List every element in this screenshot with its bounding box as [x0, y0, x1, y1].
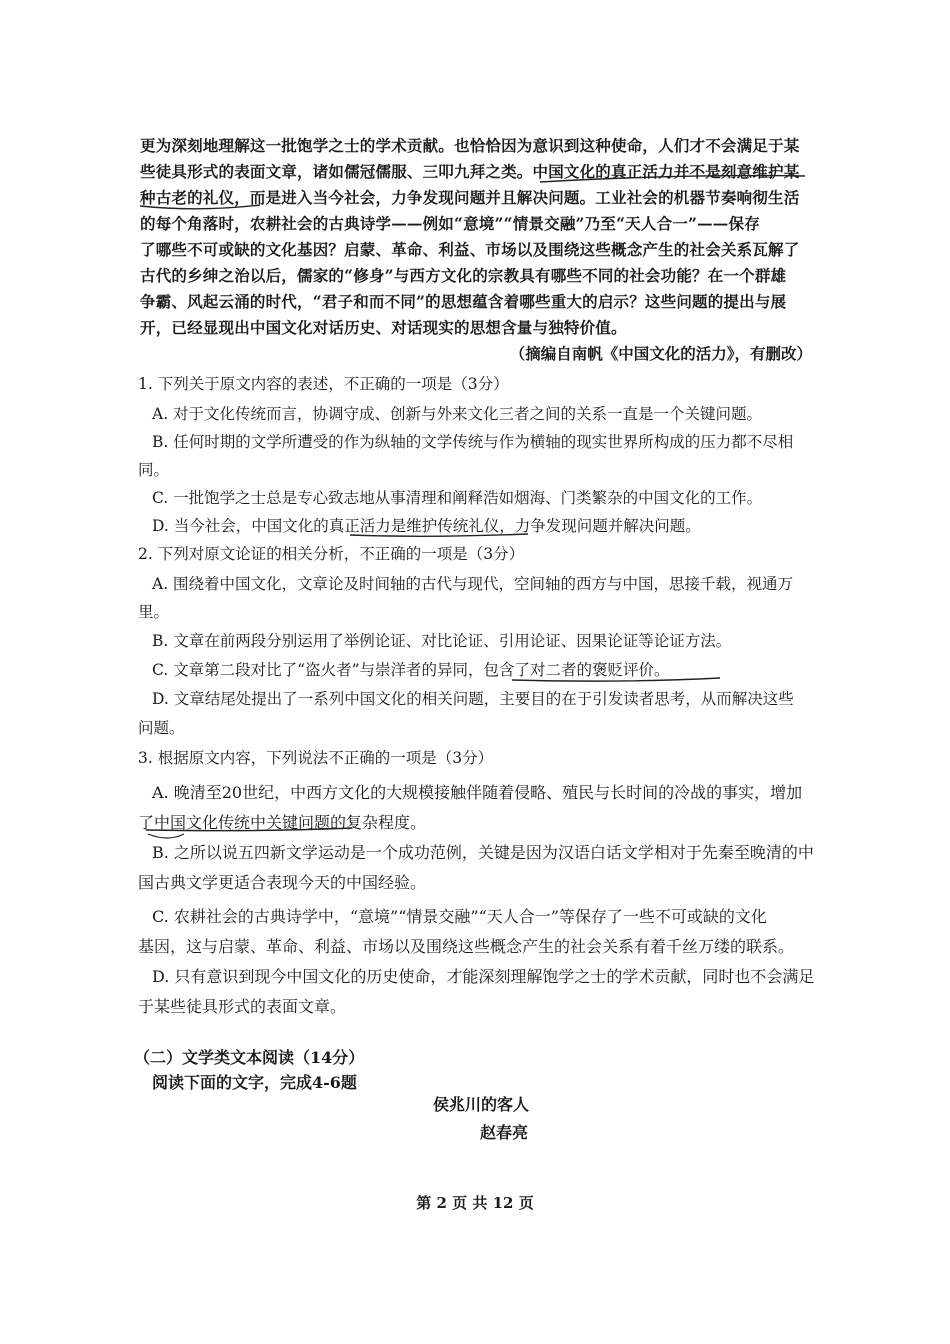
q2-option-a: A. 围绕着中国文化，文章论及时间轴的古代与现代，空间轴的西方与中国，思接千载，视通万 — [152, 575, 794, 593]
passage-line-4: 的每个角落时，农耕社会的古典诗学——例如“意境”“情景交融”乃至“天人合一”——保存 — [140, 214, 760, 233]
q1-option-a: A. 对于文化传统而言，协调守成、创新与外来文化三者之间的关系一直是一个关键问题。 — [152, 405, 763, 423]
q3-option-c: C. 农耕社会的古典诗学中，“意境”“情景交融”“天人合一”等保存了一些不可或缺的文化 — [152, 907, 767, 926]
q1-option-b-cont: 同。 — [138, 461, 170, 479]
q1-option-d: D. 当今社会，中国文化的真正活力是维护传统礼仪，力争发现问题并解决问题。 — [152, 517, 701, 535]
q2-option-b: B. 文章在前两段分别运用了举例论证、对比论证、引用论证、因果论证等论证方法。 — [152, 632, 732, 650]
passage-source: （摘编自南帆《中国文化的活力》，有删改） — [509, 344, 812, 363]
question-2-stem: 2. 下列对原文论证的相关分析，不正确的一项是（3分） — [138, 545, 525, 563]
passage-line-8: 开，已经显现出中国文化对话历史、对话现实的思想含量与独特价值。 — [140, 318, 627, 337]
q3-option-d-cont: 于某些徒具形式的表面文章。 — [138, 997, 347, 1016]
question-3-stem: 3. 根据原文内容，下列说法不正确的一项是（3分） — [138, 749, 494, 767]
q3-option-b-cont: 国古典文学更适合表现今天的中国经验。 — [138, 873, 427, 892]
q3-option-b: B. 之所以说五四新文学运动是一个成功范例，关键是因为汉语白话文学相对于先秦至晚清的中 — [152, 843, 814, 862]
passage-line-7: 争霸、风起云涌的时代，“君子和而不同”的思想蕴含着哪些重大的启示？这些问题的提出与展 — [140, 292, 787, 311]
passage-line-1: 更为深刻地理解这一批饱学之士的学术贡献。也恰恰因为意识到这种使命，人们才不会满足于某 — [140, 136, 800, 155]
section-2-heading: （二）文学类文本阅读（14分） — [134, 1048, 365, 1067]
q2-option-d: D. 文章结尾处提出了一系列中国文化的相关问题，主要目的在于引发读者思考，从而解决这些 — [152, 690, 794, 708]
story-author: 赵春亮 — [480, 1123, 529, 1142]
passage-line-5: 了哪些不可或缺的文化基因？启蒙、革命、利益、市场以及围绕这些概念产生的社会关系瓦解了 — [140, 240, 800, 259]
q3-option-c-cont: 基因，这与启蒙、革命、利益、市场以及围绕这些概念产生的社会关系有着千丝万缕的联系。 — [138, 937, 795, 956]
story-title: 侯兆川的客人 — [433, 1095, 530, 1114]
page-footer: 第 2 页 共 12 页 — [416, 1194, 534, 1212]
passage-line-3: 种古老的礼仪，而是进入当今社会，力争发现问题并且解决问题。工业社会的机器节奏响彻生活 — [140, 188, 800, 207]
section-2-instruction: 阅读下面的文字，完成4-6题 — [152, 1073, 357, 1092]
q2-option-d-cont: 问题。 — [138, 719, 185, 737]
question-1-stem: 1. 下列关于原文内容的表述，不正确的一项是（3分） — [138, 375, 509, 393]
q2-option-c: C. 文章第二段对比了“盗火者”与崇洋者的异同，包含了对二者的褒贬评价。 — [152, 661, 670, 679]
q3-option-a: A. 晚清至20世纪，中西方文化的大规模接触伴随着侵略、殖民与长时间的冷战的事实，增加 — [152, 783, 803, 802]
passage-line-6: 古代的乡绅之治以后，儒家的“修身”与西方文化的宗教具有哪些不同的社会功能？在一个群雄 — [140, 266, 787, 285]
q1-option-b: B. 任何时期的文学所遭受的作为纵轴的文学传统与作为横轴的现实世界所构成的压力都不尽相 — [152, 433, 794, 451]
q3-option-d: D. 只有意识到现今中国文化的历史使命，才能深刻理解饱学之士的学术贡献，同时也不会满足 — [152, 967, 815, 986]
q1-option-c: C. 一批饱学之士总是专心致志地从事清理和阐释浩如烟海、门类繁杂的中国文化的工作。 — [152, 489, 763, 507]
q2-option-a-cont: 里。 — [138, 603, 170, 621]
q3-option-a-cont: 了中国文化传统中关键问题的复杂程度。 — [138, 813, 427, 832]
passage-line-2: 些徒具形式的表面文章，诸如儒冠儒服、三叩九拜之类。中国文化的真正活力并不是刻意维护某 — [140, 162, 800, 181]
